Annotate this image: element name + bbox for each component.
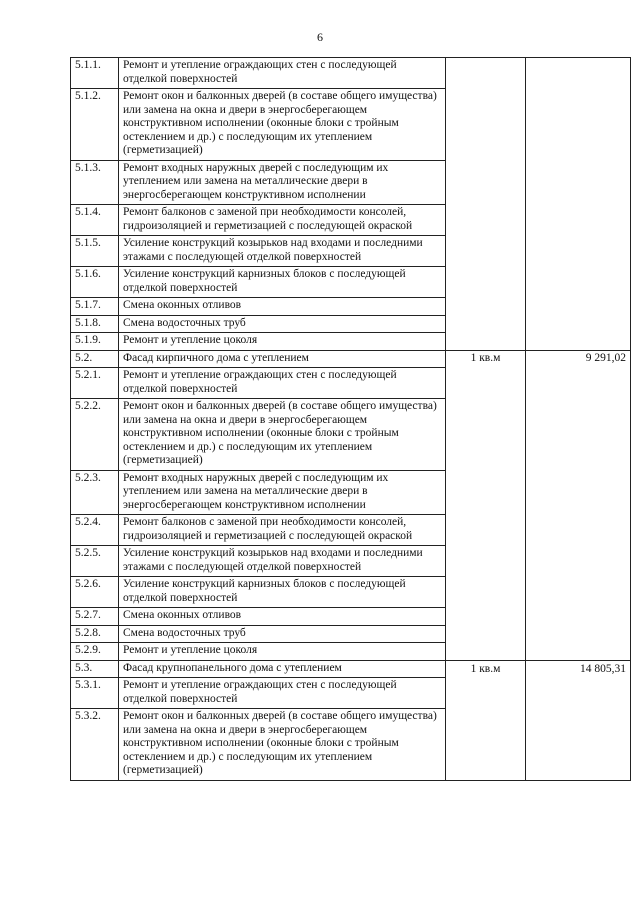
item-number: 5.1.3. xyxy=(71,160,119,205)
item-description: Смена водосточных труб xyxy=(119,625,446,643)
item-number: 5.3.1. xyxy=(71,678,119,709)
item-description: Усиление конструкций козырьков над входами и последними этажами с последующей отделкой поверхностей xyxy=(119,546,446,577)
table-row-section-header xyxy=(71,350,631,368)
item-number: 5.1.6. xyxy=(71,267,119,298)
unit-price: 9 291,02 xyxy=(526,350,631,660)
item-description: Смена оконных отливов xyxy=(119,608,446,626)
item-description: Ремонт и утепление ограждающих стен с последующей отделкой поверхностей xyxy=(119,368,446,399)
item-number: 5.1.1. xyxy=(71,58,119,89)
item-description: Ремонт и утепление ограждающих стен с последующей отделкой поверхностей xyxy=(119,58,446,89)
item-description: Ремонт и утепление цоколя xyxy=(119,333,446,351)
table-row-section-header xyxy=(71,660,631,678)
item-description: Фасад кирпичного дома с утеплением xyxy=(119,350,446,368)
item-number: 5.1.8. xyxy=(71,315,119,333)
unit-price: 14 805,31 xyxy=(526,660,631,780)
item-number: 5.2.8. xyxy=(71,625,119,643)
item-description: Ремонт балконов с заменой при необходимости консолей, гидроизоляцией и герметизацией с последующей окраской xyxy=(119,515,446,546)
item-description: Усиление конструкций карнизных блоков с последующей отделкой поверхностей xyxy=(119,577,446,608)
item-description: Ремонт входных наружных дверей с последующим их утеплением или замена на металлические двери в энергосберегающем конструктивном исполнении xyxy=(119,470,446,515)
item-description: Смена оконных отливов xyxy=(119,298,446,316)
item-description: Ремонт балконов с заменой при необходимости консолей, гидроизоляцией и герметизацией с последующей окраской xyxy=(119,205,446,236)
page-number: 6 xyxy=(317,30,323,44)
item-number: 5.2.6. xyxy=(71,577,119,608)
item-description: Ремонт и утепление ограждающих стен с последующей отделкой поверхностей xyxy=(119,678,446,709)
item-number: 5.2.5. xyxy=(71,546,119,577)
item-number: 5.2.3. xyxy=(71,470,119,515)
item-description: Усиление конструкций козырьков над входами и последними этажами с последующей отделкой поверхностей xyxy=(119,236,446,267)
item-number: 5.3.2. xyxy=(71,709,119,781)
unit-of-measure: 1 кв.м xyxy=(446,350,526,660)
unit-cell-empty xyxy=(446,58,526,351)
unit-of-measure: 1 кв.м xyxy=(446,660,526,780)
item-number: 5.2.4. xyxy=(71,515,119,546)
rates-table xyxy=(70,57,631,781)
item-description: Фасад крупнопанельного дома с утеплением xyxy=(119,660,446,678)
item-number: 5.1.9. xyxy=(71,333,119,351)
item-description: Смена водосточных труб xyxy=(119,315,446,333)
item-number: 5.2.2. xyxy=(71,399,119,471)
item-number: 5.2.1. xyxy=(71,368,119,399)
item-number: 5.1.4. xyxy=(71,205,119,236)
price-cell-empty xyxy=(526,58,631,351)
item-description: Ремонт окон и балконных дверей (в составе общего имущества) или замена на окна и двери в энергосберегающем конструктивном исполнении (оконные блоки с тройным остеклением и др.) с последующим их утеплением (герметизацией) xyxy=(119,709,446,781)
item-description: Ремонт входных наружных дверей с последующим их утеплением или замена на металлические двери в энергосберегающем конструктивном исполнении xyxy=(119,160,446,205)
item-description: Усиление конструкций карнизных блоков с последующей отделкой поверхностей xyxy=(119,267,446,298)
item-description: Ремонт окон и балконных дверей (в составе общего имущества) или замена на окна и двери в энергосберегающем конструктивном исполнении (оконные блоки с тройным остеклением и др.) с последующим их утеплением (герметизацией) xyxy=(119,89,446,161)
item-number: 5.1.5. xyxy=(71,236,119,267)
table-row xyxy=(71,58,631,89)
item-number: 5.2.9. xyxy=(71,643,119,661)
item-number: 5.2. xyxy=(71,350,119,368)
item-number: 5.1.7. xyxy=(71,298,119,316)
item-number: 5.2.7. xyxy=(71,608,119,626)
item-description: Ремонт и утепление цоколя xyxy=(119,643,446,661)
item-description: Ремонт окон и балконных дверей (в составе общего имущества) или замена на окна и двери в энергосберегающем конструктивном исполнении (оконные блоки с тройным остеклением и др.) с последующим их утеплением (герметизацией) xyxy=(119,399,446,471)
item-number: 5.1.2. xyxy=(71,89,119,161)
item-number: 5.3. xyxy=(71,660,119,678)
